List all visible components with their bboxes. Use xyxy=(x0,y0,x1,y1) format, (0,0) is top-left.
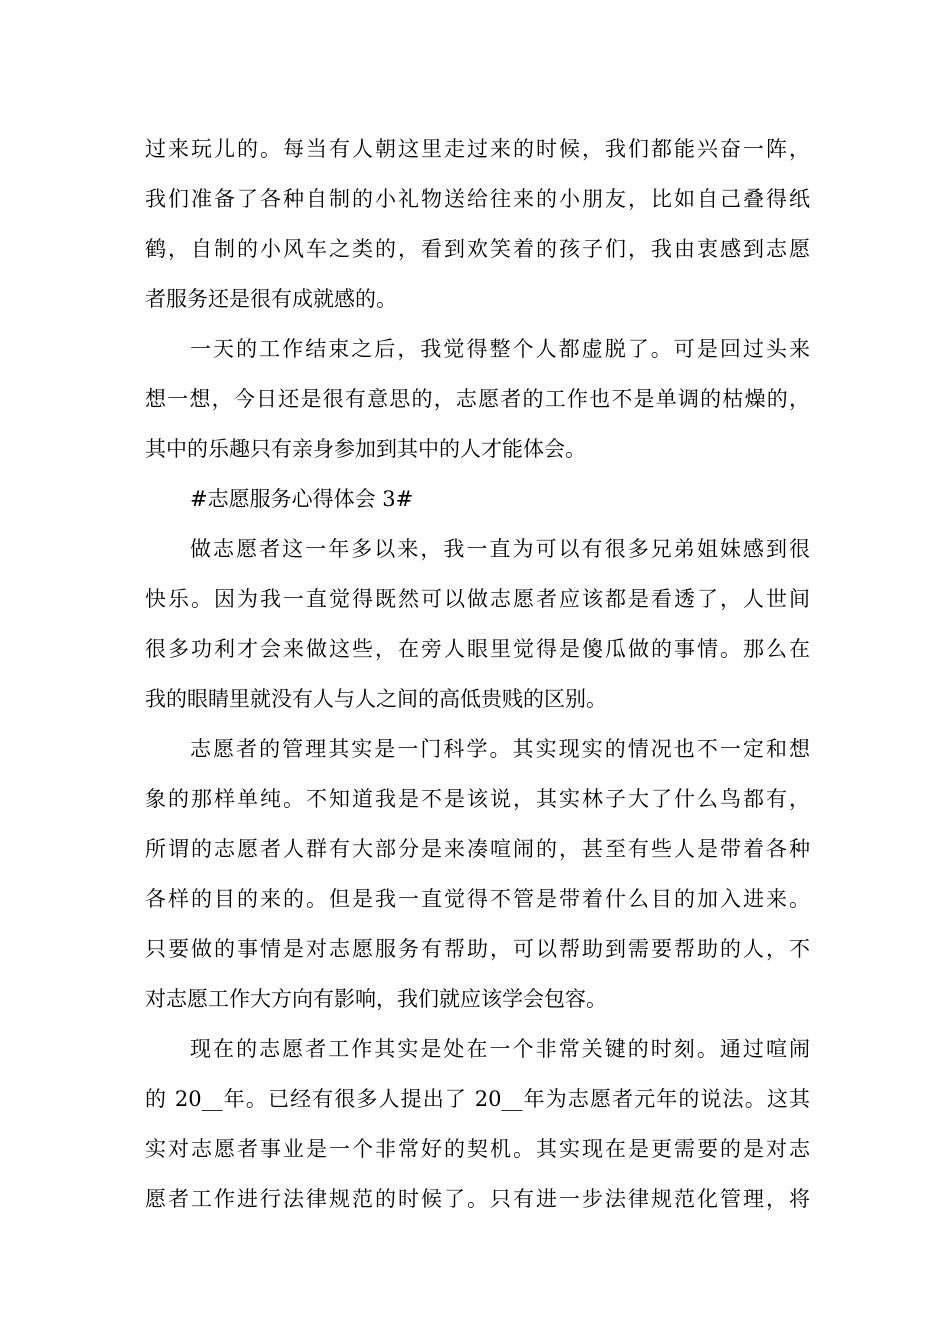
text-line: 一天的工作结束之后，我觉得整个人都虚脱了。可是回过头来 xyxy=(190,337,810,361)
document-body xyxy=(145,124,810,1224)
text-line: 过来玩儿的。每当有人朝这里走过来的时候，我们都能兴奋一阵， xyxy=(145,137,810,161)
text-line: 者服务还是很有成就感的。 xyxy=(145,287,397,311)
text-line: 很多功利才会来做这些，在旁人眼里觉得是傻瓜做的事情。那么在 xyxy=(145,637,810,661)
paragraph-4 xyxy=(145,724,810,1024)
text-line: 现在的志愿者工作其实是处在一个非常关键的时刻。通过喧闹 xyxy=(190,1037,810,1061)
text-line: 对志愿工作大方向有影响，我们就应该学会包容。 xyxy=(145,987,607,1011)
text-line: 所谓的志愿者人群有大部分是来凑喧闹的，甚至有些人是带着各种 xyxy=(145,837,810,861)
text-line: 快乐。因为我一直觉得既然可以做志愿者应该都是看透了，人世间 xyxy=(145,587,810,611)
paragraph-1 xyxy=(145,124,810,324)
section-heading xyxy=(145,474,810,524)
section-heading-text: #志愿服务心得体会 3# xyxy=(190,487,414,511)
text-line: 我们准备了各种自制的小礼物送给往来的小朋友，比如自己叠得纸 xyxy=(145,187,810,211)
text-line: 实对志愿者事业是一个非常好的契机。其实现在是更需要的是对志 xyxy=(145,1137,810,1161)
text-line: 想一想，今日还是很有意思的，志愿者的工作也不是单调的枯燥的， xyxy=(145,387,810,411)
text-line: 只要做的事情是对志愿服务有帮助，可以帮助到需要帮助的人，不 xyxy=(145,937,810,961)
text-line: 我的眼睛里就没有人与人之间的高低贵贱的区别。 xyxy=(145,687,607,711)
text-line: 志愿者的管理其实是一门科学。其实现实的情况也不一定和想 xyxy=(190,737,810,761)
text-line: 愿者工作进行法律规范的时候了。只有进一步法律规范化管理，将 xyxy=(145,1187,810,1211)
text-line: 其中的乐趣只有亲身参加到其中的人才能体会。 xyxy=(145,437,586,461)
paragraph-2 xyxy=(145,324,810,474)
text-line: 鹤，自制的小风车之类的，看到欢笑着的孩子们，我由衷感到志愿 xyxy=(145,237,810,261)
text-line: 各样的目的来的。但是我一直觉得不管是带着什么目的加入进来。 xyxy=(145,887,810,911)
paragraph-3 xyxy=(145,524,810,724)
text-line: 象的那样单纯。不知道我是不是该说，其实林子大了什么鸟都有， xyxy=(145,787,810,811)
text-line: 做志愿者这一年多以来，我一直为可以有很多兄弟姐妹感到很 xyxy=(190,537,810,561)
text-line: 的 20__年。已经有很多人提出了 20__年为志愿者元年的说法。这其 xyxy=(145,1087,810,1111)
paragraph-5 xyxy=(145,1024,810,1224)
